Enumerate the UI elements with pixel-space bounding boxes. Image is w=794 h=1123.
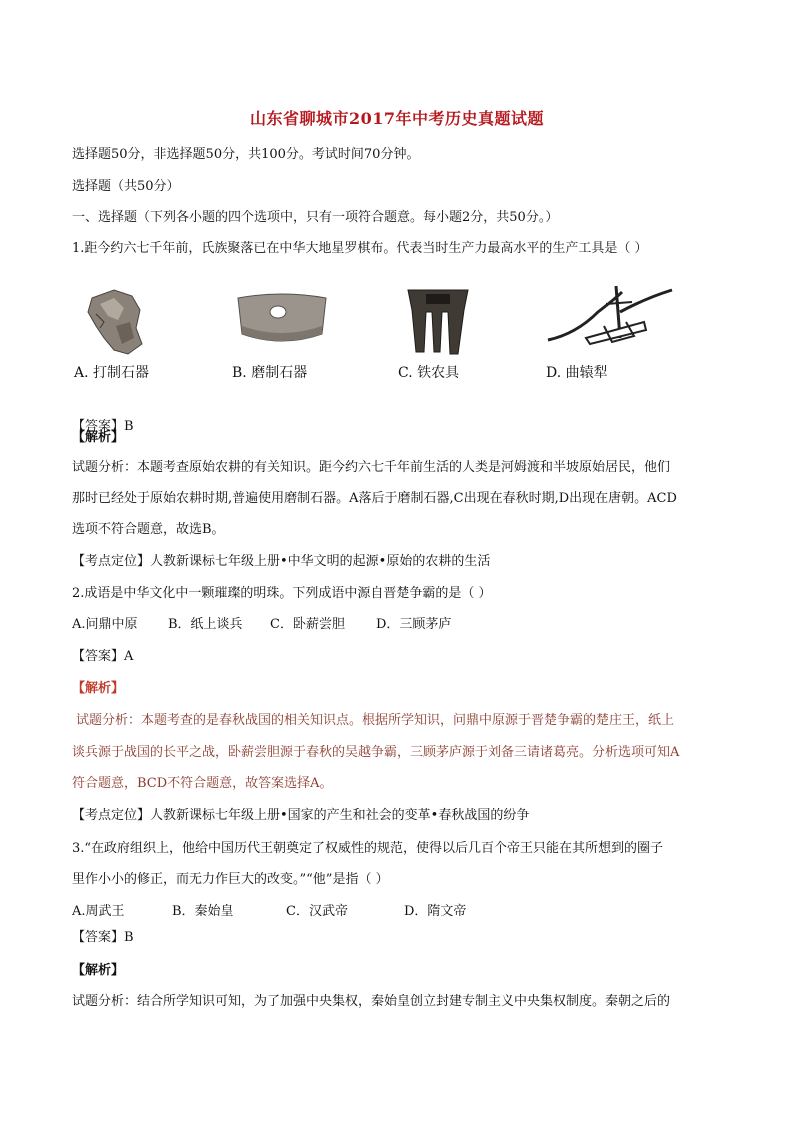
polished-stone-axe-icon: [232, 282, 332, 362]
q1-option-b-label: B. 磨制石器: [232, 365, 308, 381]
q2-analysis-line-3: 符合题意，BCD不符合题意，故答案选择A。: [72, 776, 333, 791]
q2-analysis-line-2: 谈兵源于战国的长平之战，卧薪尝胆源于春秋的吴越争霸，三顾茅庐源于刘备三请诸葛亮。分析选项可知A: [72, 745, 680, 760]
q2-option-b: B．纸上谈兵: [168, 617, 243, 632]
q1-option-c: [398, 282, 538, 392]
q1-tool-images: [72, 282, 692, 392]
q1-answer: 【答案】B: [72, 419, 134, 434]
q1-analysis-line-2: 那时已经处于原始农耕时期,普遍使用磨制石器。A落后于磨制石器,C出现在春秋时期,D出现在唐朝。ACD: [72, 491, 677, 506]
curved-shaft-plow-icon: [546, 282, 676, 362]
q1-option-c-label: C. 铁农具: [398, 365, 460, 381]
q1-kaodian: 【考点定位】人教新课标七年级上册•中华文明的起源•原始的农耕的生活: [72, 554, 491, 569]
q2-analysis-label: 【解析】: [72, 681, 125, 696]
q1-analysis-line-3: 选项不符合题意，故选B。: [72, 522, 225, 537]
q1-option-d: [546, 282, 686, 392]
q1-analysis-label: 【解析】: [72, 430, 125, 445]
q2-option-d: D．三顾茅庐: [376, 617, 452, 632]
q3-option-a: A.周武王: [72, 904, 125, 919]
q1-stem: 1.距今约六七千年前，氏族聚落已在中华大地星罗棋布。代表当时生产力最高水平的生产工具是（ ）: [72, 241, 648, 256]
q3-analysis-label: 【解析】: [72, 963, 125, 978]
q2-answer: 【答案】A: [72, 649, 134, 664]
q2-analysis-line-1: 试题分析：本题考查的是春秋战国的相关知识点。根据所学知识，问鼎中原源于晋楚争霸的楚庄王，纸上: [76, 713, 675, 728]
section-heading: 选择题（共50分）: [72, 179, 180, 194]
q3-option-c: C．汉武帝: [286, 904, 348, 919]
q1-option-b: [232, 282, 372, 392]
q1-option-a-label: A. 打制石器: [74, 365, 150, 381]
q1-analysis-line-1: 试题分析：本题考查原始农耕的有关知识。距今约六七千年前生活的人类是河姆渡和半坡原始居民，他们: [72, 460, 671, 475]
q2-option-c: C．卧薪尝胆: [270, 617, 345, 632]
q3-stem-line-2: 里作小小的修正，而无力作巨大的改变。”“他”是指（ ）: [72, 872, 389, 887]
q3-option-d: D．隋文帝: [404, 904, 467, 919]
q2-options: [72, 616, 451, 634]
q3-option-b: B．秦始皇: [172, 904, 234, 919]
q1-option-d-label: D. 曲辕犁: [546, 365, 608, 381]
intro-text: 选择题50分，非选择题50分，共100分。考试时间70分钟。: [72, 147, 420, 162]
iron-farm-tool-icon: [398, 282, 478, 362]
q3-analysis-line-1: 试题分析：结合所学知识可知，为了加强中央集权，秦始皇创立封建专制主义中央集权制度。秦朝之后的: [72, 994, 671, 1009]
q3-options: [72, 903, 466, 921]
part-heading: 一、选择题（下列各小题的四个选项中，只有一项符合题意。每小题2分，共50分。）: [72, 210, 559, 225]
q3-stem-line-1: 3.“在政府组织上，他给中国历代王朝奠定了权威性的规范，使得以后几百个帝王只能在其所想到的圈子: [72, 841, 664, 856]
q3-answer: 【答案】B: [72, 930, 134, 945]
q2-stem: 2.成语是中华文化中一颗璀璨的明珠。下列成语中源自晋楚争霸的是（ ）: [72, 586, 492, 601]
chipped-stone-tool-icon: [74, 282, 154, 362]
q2-kaodian: 【考点定位】人教新课标七年级上册•国家的产生和社会的变革•春秋战国的纷争: [72, 808, 530, 823]
q2-option-a: A.问鼎中原: [72, 617, 138, 632]
q1-option-a: [74, 282, 214, 392]
page-title: 山东省聊城市2017年中考历史真题试题: [249, 109, 545, 128]
